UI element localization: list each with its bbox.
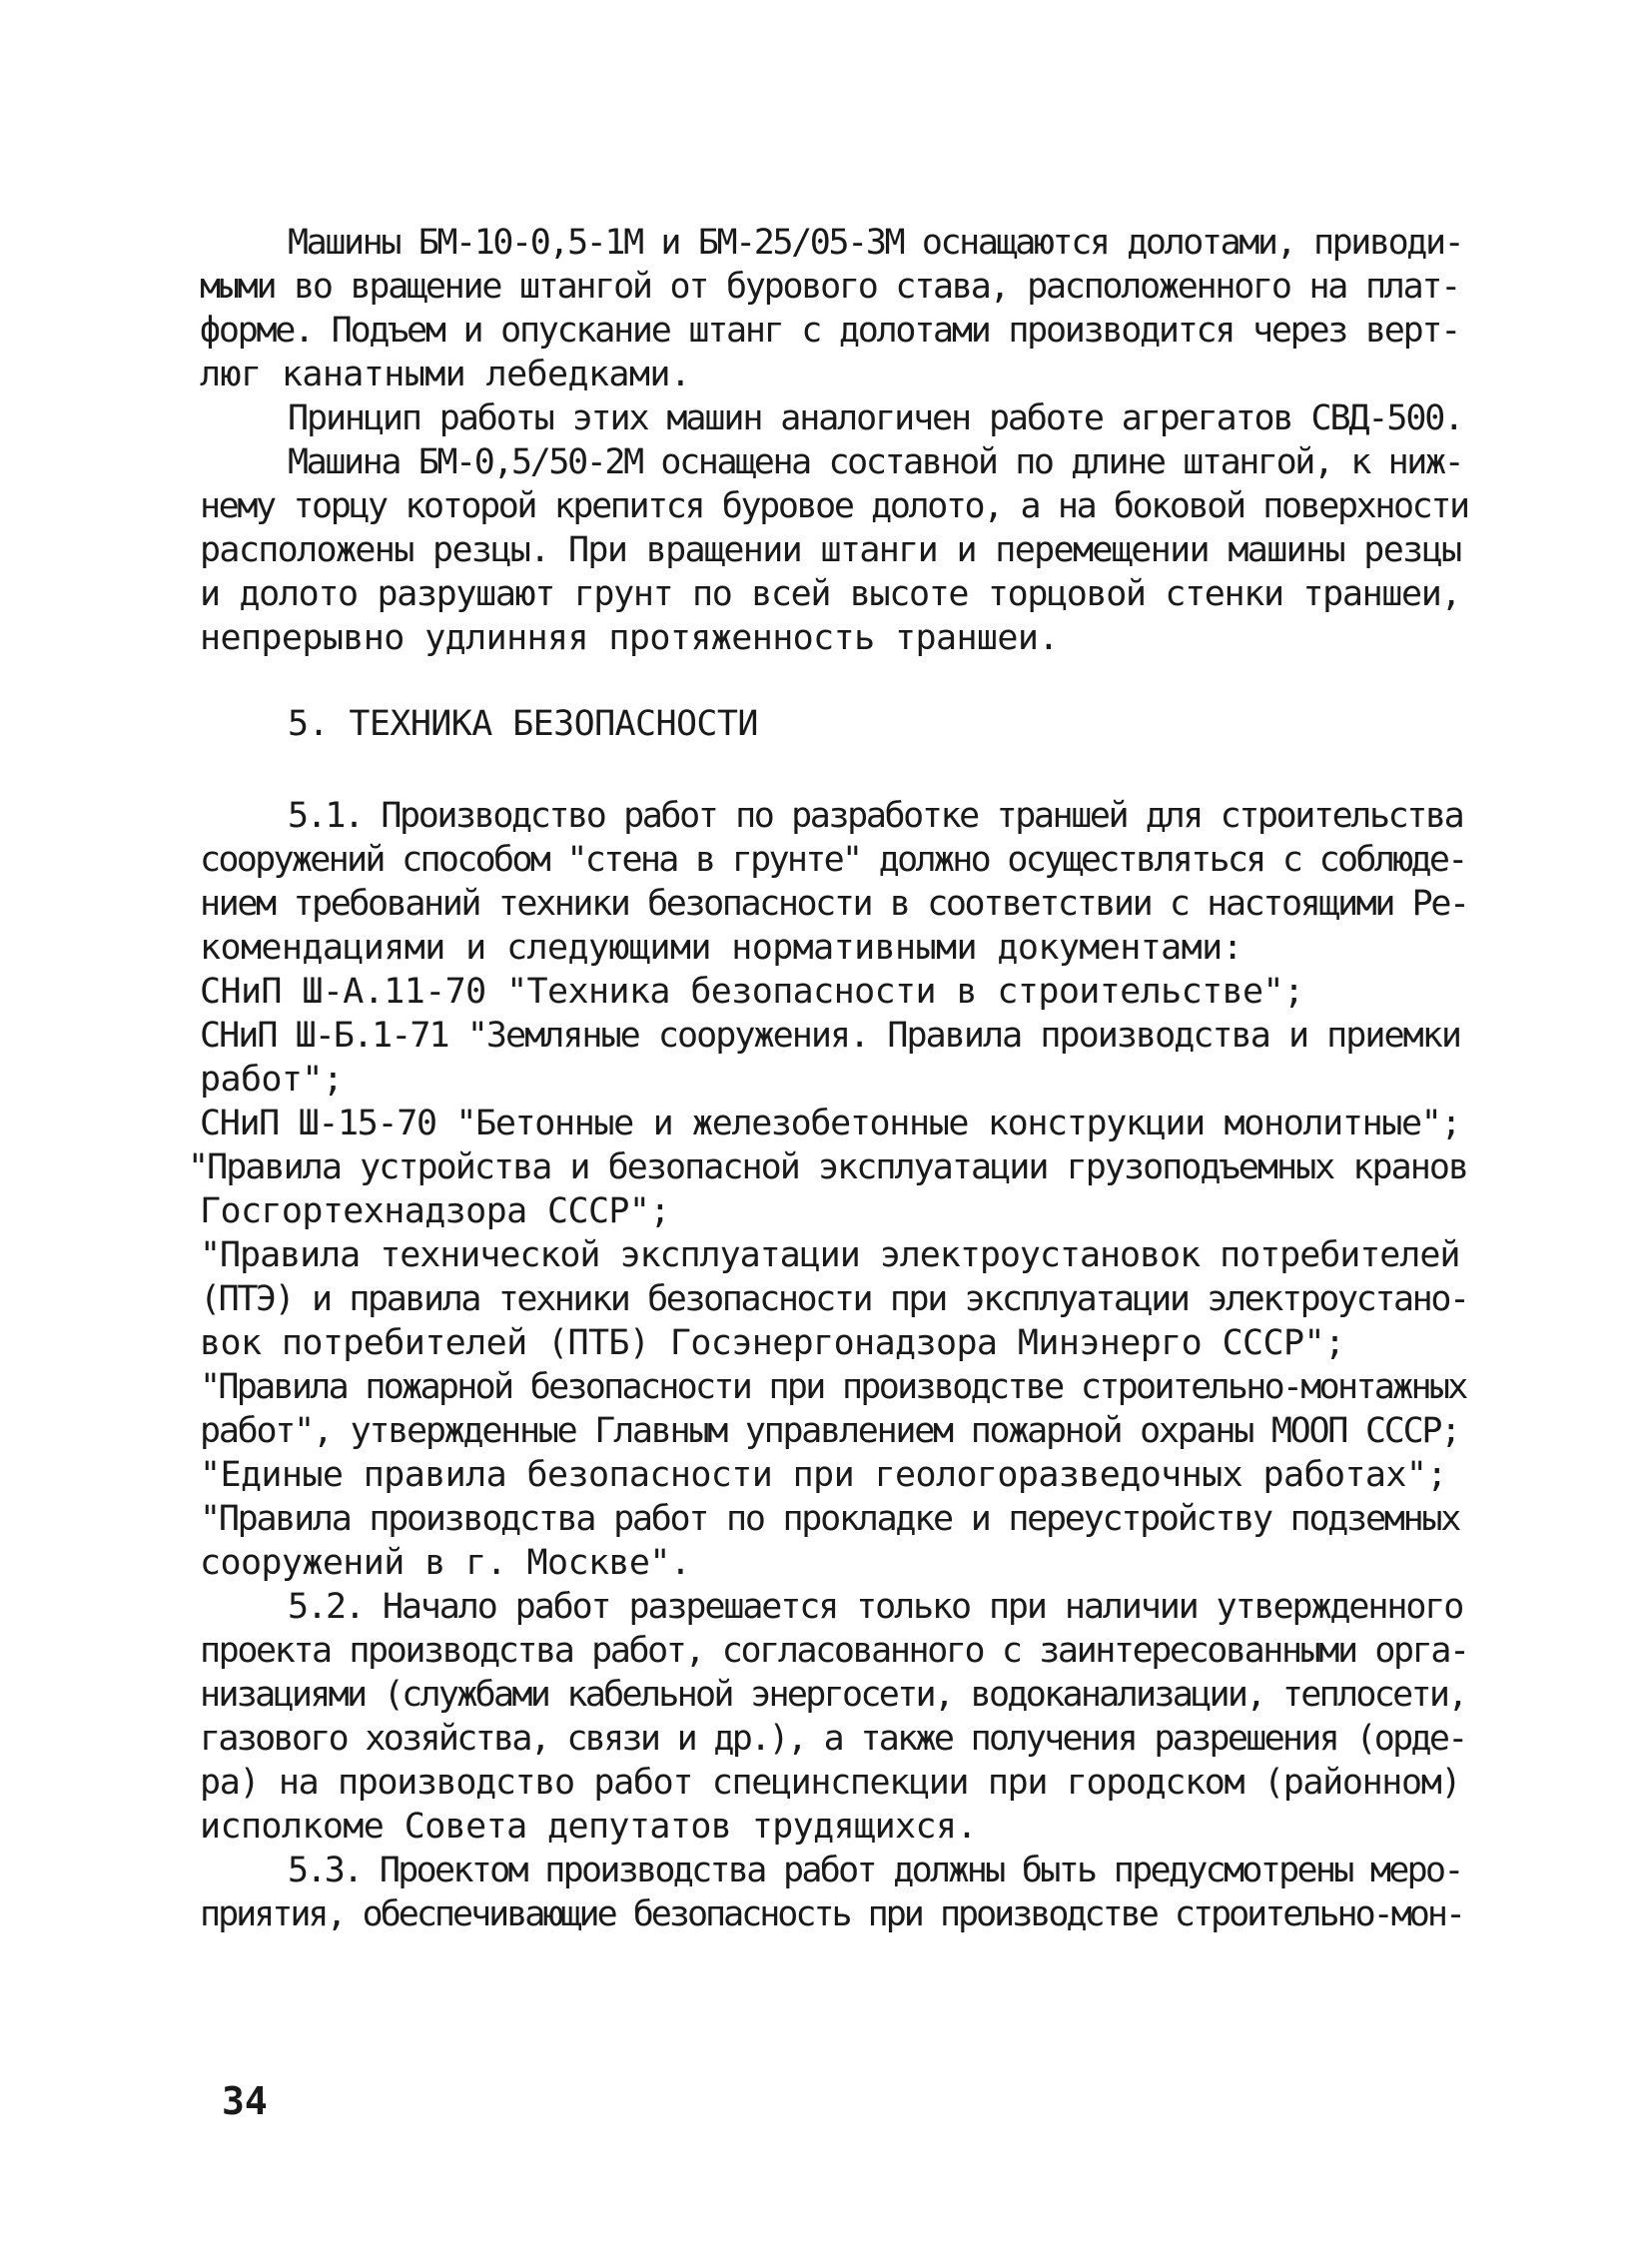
text-line: нием требований техники безопасности в соответствии с настоящими Ре-	[200, 884, 1468, 924]
text-line: мыми во вращение штангой от бурового става, расположенного на плат-	[200, 267, 1460, 307]
text-line: Принцип работы этих машин аналогичен работе агрегатов СВД-500.	[288, 398, 1463, 438]
text-line: Госгортехнадзора СССР";	[200, 1191, 670, 1231]
text-line: ра) на производство работ специнспекции при городском (районном)	[200, 1763, 1461, 1803]
text-line: люг канатными лебедками.	[200, 355, 691, 394]
text-line: СНиП Ш-15-70 "Бетонные и железобетонные конструкции монолитные";	[200, 1104, 1461, 1143]
text-line: Машины БМ-10-0,5-1М и БМ-25/05-3М оснащаются долотами, приводи-	[288, 223, 1463, 263]
text-line: вок потребителей (ПТБ) Госэнергонадзора Минэнерго СССР";	[200, 1323, 1345, 1363]
text-line: и долото разрушают грунт по всей высоте торцовой стенки траншеи,	[200, 574, 1461, 614]
text-line: приятия, обеспечивающие безопасность при производстве строительно-мон-	[200, 1894, 1464, 1934]
text-line: проекта производства работ, согласованного с заинтересованными орга-	[200, 1631, 1468, 1671]
text-line: газового хозяйства, связи и др.), а также получения разрешения (орде-	[200, 1719, 1466, 1759]
text-line: работ", утвержденные Главным управлением пожарной охраны МООП СССР;	[200, 1411, 1460, 1451]
text-line: 5.1. Производство работ по разработке траншей для строительства	[288, 796, 1463, 836]
text-line: комендациями и следующими нормативными документами:	[200, 928, 1243, 968]
page-number: 34	[222, 2079, 268, 2123]
text-line: сооружений в г. Москве".	[200, 1543, 691, 1583]
text-line: "Правила пожарной безопасности при производстве строительно-монтажных	[200, 1367, 1466, 1407]
text-line: форме. Подъем и опускание штанг с долотами производится через верт-	[200, 311, 1460, 351]
text-line: "Единые правила безопасности при геологоразведочных работах";	[200, 1455, 1447, 1495]
text-line: работ";	[200, 1060, 344, 1100]
text-line: непрерывно удлинняя протяженность траншеи.	[200, 618, 1059, 658]
text-line: исполкоме Совета депутатов трудящихся.	[200, 1807, 977, 1847]
text-line: СНиП Ш-А.11-70 "Техника безопасности в строительстве";	[200, 972, 1304, 1012]
text-line: низациями (службами кабельной энергосети, водоканализации, теплосети,	[200, 1675, 1466, 1715]
text-line: 5.2. Начало работ разрешается только при наличии утвержденного	[288, 1587, 1463, 1627]
text-line: "Правила производства работ по прокладке и переустройству подземных	[200, 1499, 1460, 1539]
text-line: "Правила технической эксплуатации электроустановок потребителей	[200, 1235, 1460, 1275]
text-line: "Правила устройства и безопасной эксплуатации грузоподъемных кранов	[188, 1147, 1468, 1187]
section-heading: 5. ТЕХНИКА БЕЗОПАСНОСТИ	[288, 704, 758, 744]
text-line: (ПТЭ) и правила техники безопасности при эксплуатации электроустано-	[200, 1279, 1468, 1319]
text-line: сооружений способом "стена в грунте" должно осуществляться с соблюде-	[200, 840, 1466, 880]
text-line: СНиП Ш-Б.1-71 "Земляные сооружения. Правила производства и приемки	[200, 1016, 1461, 1056]
text-line: расположены резцы. При вращении штанги и перемещении машины резцы	[200, 530, 1461, 570]
text-line: 5.3. Проектом производства работ должны быть предусмотрены меро-	[288, 1851, 1462, 1890]
text-line: Машина БМ-0,5/50-2М оснащена составной по длине штангой, к ниж-	[288, 442, 1463, 482]
text-line: нему торцу которой крепится буровое долото, а на боковой поверхности	[200, 486, 1468, 526]
